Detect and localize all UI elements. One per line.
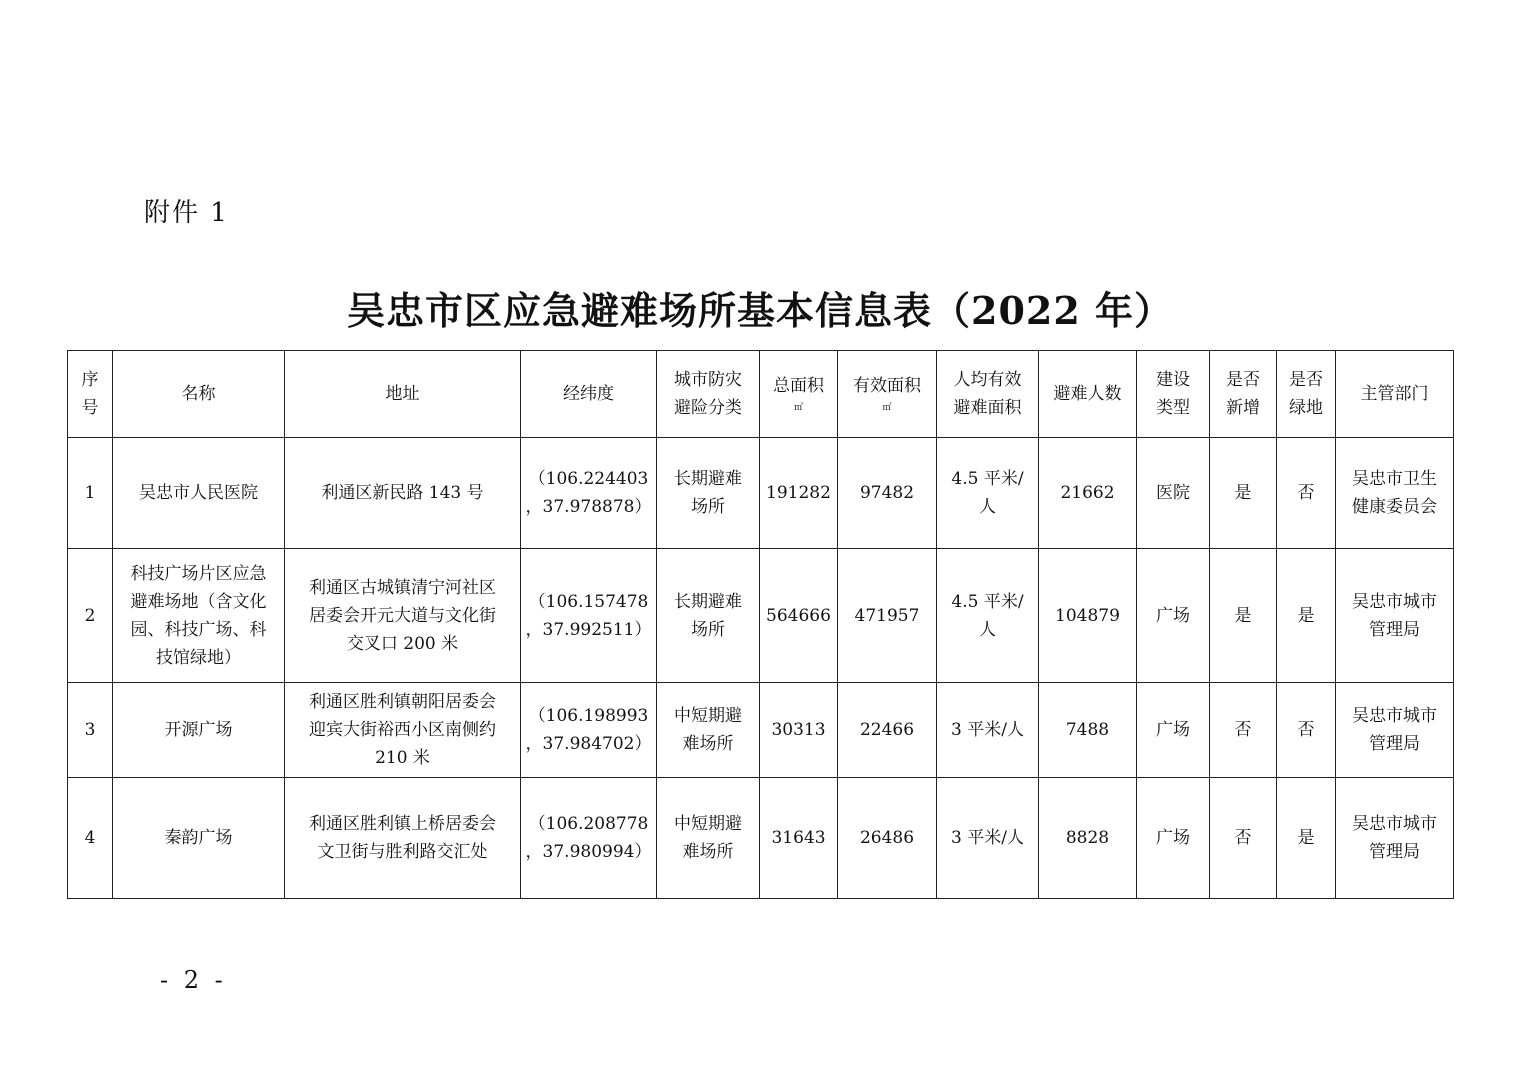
page-number: - 2 - (160, 966, 227, 994)
header-per-capita: 人均有效 避难面积 (937, 351, 1039, 438)
table-header-row (68, 351, 1454, 438)
cell-name: 秦韵广场 (113, 778, 285, 899)
cell-per-capita: 4.5 平米/ 人 (937, 549, 1039, 683)
cell-total-area: 564666 (760, 549, 838, 683)
cell-coords: （106.157478 ，37.992511） (521, 549, 657, 683)
cell-seq: 4 (68, 778, 113, 899)
cell-per-capita: 3 平米/人 (937, 778, 1039, 899)
cell-build-type: 医院 (1137, 438, 1210, 549)
cell-category: 长期避难 场所 (657, 549, 760, 683)
cell-is-green: 是 (1277, 549, 1336, 683)
cell-department: 吴忠市城市 管理局 (1336, 778, 1454, 899)
header-build-type: 建设 类型 (1137, 351, 1210, 438)
header-address: 地址 (285, 351, 521, 438)
cell-category: 中短期避 难场所 (657, 683, 760, 778)
cell-total-area: 31643 (760, 778, 838, 899)
cell-name: 科技广场片区应急 避难场地（含文化 园、科技广场、科 技馆绿地） (113, 549, 285, 683)
header-department: 主管部门 (1336, 351, 1454, 438)
header-total-area: 总面积 ㎡ (760, 351, 838, 438)
cell-is-new: 是 (1210, 438, 1277, 549)
cell-capacity: 8828 (1039, 778, 1137, 899)
table-row (68, 438, 1454, 549)
cell-address: 利通区胜利镇朝阳居委会 迎宾大街裕西小区南侧约 210 米 (285, 683, 521, 778)
cell-is-green: 是 (1277, 778, 1336, 899)
header-name: 名称 (113, 351, 285, 438)
cell-seq: 2 (68, 549, 113, 683)
unit-square-meter: ㎡ (793, 403, 803, 413)
cell-category: 中短期避 难场所 (657, 778, 760, 899)
cell-name: 吴忠市人民医院 (113, 438, 285, 549)
cell-coords: （106.208778 ，37.980994） (521, 778, 657, 899)
header-is-green: 是否 绿地 (1277, 351, 1336, 438)
cell-seq: 1 (68, 438, 113, 549)
header-category: 城市防灾 避险分类 (657, 351, 760, 438)
cell-effective-area: 22466 (838, 683, 937, 778)
table-row (68, 778, 1454, 899)
cell-is-new: 否 (1210, 683, 1277, 778)
cell-is-green: 否 (1277, 683, 1336, 778)
cell-department: 吴忠市卫生 健康委员会 (1336, 438, 1454, 549)
cell-per-capita: 3 平米/人 (937, 683, 1039, 778)
header-is-new: 是否 新增 (1210, 351, 1277, 438)
attachment-label: 附件 1 (144, 198, 229, 228)
cell-effective-area: 97482 (838, 438, 937, 549)
cell-is-green: 否 (1277, 438, 1336, 549)
header-seq: 序 号 (68, 351, 113, 438)
cell-address: 利通区新民路 143 号 (285, 438, 521, 549)
cell-per-capita: 4.5 平米/ 人 (937, 438, 1039, 549)
shelter-info-table (67, 350, 1454, 899)
cell-address: 利通区胜利镇上桥居委会 文卫街与胜利路交汇处 (285, 778, 521, 899)
cell-department: 吴忠市城市 管理局 (1336, 683, 1454, 778)
cell-build-type: 广场 (1137, 683, 1210, 778)
cell-is-new: 是 (1210, 549, 1277, 683)
cell-capacity: 7488 (1039, 683, 1137, 778)
cell-is-new: 否 (1210, 778, 1277, 899)
cell-total-area: 191282 (760, 438, 838, 549)
cell-coords: （106.224403 ，37.978878） (521, 438, 657, 549)
unit-square-meter: ㎡ (882, 403, 892, 413)
cell-name: 开源广场 (113, 683, 285, 778)
document-title: 吴忠市区应急避难场所基本信息表（2022 年） (347, 288, 1173, 333)
cell-capacity: 21662 (1039, 438, 1137, 549)
header-effective-area: 有效面积 ㎡ (838, 351, 937, 438)
header-coords: 经纬度 (521, 351, 657, 438)
cell-build-type: 广场 (1137, 549, 1210, 683)
cell-coords: （106.198993 ，37.984702） (521, 683, 657, 778)
cell-build-type: 广场 (1137, 778, 1210, 899)
cell-category: 长期避难 场所 (657, 438, 760, 549)
cell-capacity: 104879 (1039, 549, 1137, 683)
cell-seq: 3 (68, 683, 113, 778)
cell-total-area: 30313 (760, 683, 838, 778)
cell-department: 吴忠市城市 管理局 (1336, 549, 1454, 683)
cell-effective-area: 471957 (838, 549, 937, 683)
cell-effective-area: 26486 (838, 778, 937, 899)
header-capacity: 避难人数 (1039, 351, 1137, 438)
table-row (68, 549, 1454, 683)
cell-address: 利通区古城镇清宁河社区 居委会开元大道与文化街 交叉口 200 米 (285, 549, 521, 683)
table-row (68, 683, 1454, 778)
